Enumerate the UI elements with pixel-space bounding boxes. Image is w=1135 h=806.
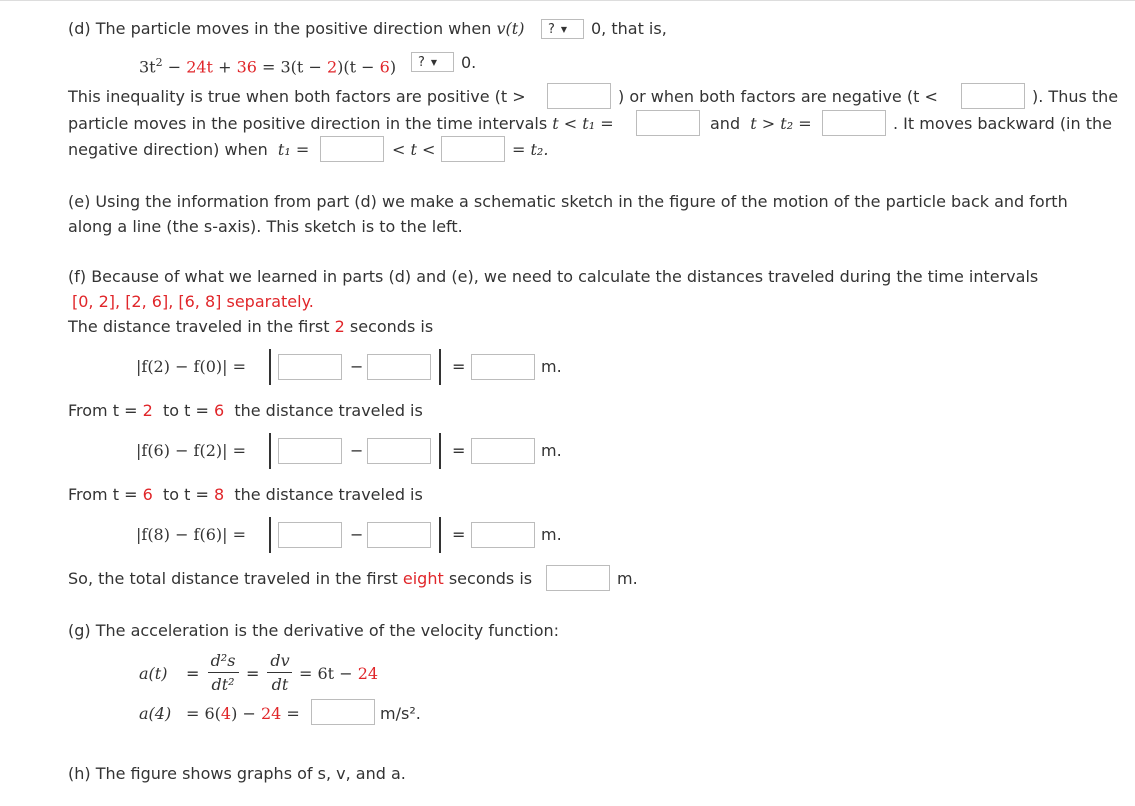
eq-term: ) bbox=[389, 57, 397, 77]
eq-red-term: 6 bbox=[379, 57, 390, 77]
v-of-t: v(t) bbox=[496, 19, 525, 38]
and-text: and bbox=[710, 114, 741, 133]
eq-term: = 3(t − bbox=[256, 57, 327, 77]
a4-rhs-b: ) − bbox=[231, 704, 256, 723]
ineq-line2 bbox=[68, 114, 614, 134]
from-n2: 8 bbox=[213, 485, 225, 504]
total-a: So, the total distance traveled in the first bbox=[68, 569, 398, 588]
t2-input[interactable] bbox=[822, 110, 886, 136]
minus-sign: − bbox=[350, 357, 364, 376]
fraction-bar bbox=[267, 672, 292, 673]
ineq-text-2: ) or when both factors are negative (t < bbox=[618, 87, 938, 106]
a4-eq: = bbox=[286, 704, 300, 723]
t2-label: t > t₂ = bbox=[750, 114, 812, 133]
unit-m: m. bbox=[541, 441, 562, 460]
eq-term: 3t bbox=[139, 57, 156, 77]
eq-red-term: 36 bbox=[236, 57, 257, 77]
velocity-equation: $3t^2 - 24t + 36 = 3(t - 2)(t - 6)$ bbox=[139, 56, 397, 77]
minus-sign: − bbox=[350, 525, 364, 544]
t1-label: t < t₁ = bbox=[552, 114, 614, 133]
chevron-down-icon: ▼ bbox=[560, 25, 568, 34]
intervals-text: [0, 2], [2, 6], [6, 8] separately. bbox=[72, 292, 314, 311]
eq-op: − bbox=[162, 57, 187, 77]
top-divider bbox=[0, 0, 1135, 1]
eq-zero: 0. bbox=[461, 53, 477, 72]
equals-sign: = bbox=[246, 664, 260, 683]
abs-bar-left bbox=[269, 433, 271, 469]
eq-red-term: 2 bbox=[326, 57, 338, 77]
a4-red2: 24 bbox=[260, 704, 282, 723]
ineq-line3 bbox=[68, 140, 309, 160]
ineq-backward: . It moves backward (in the bbox=[893, 114, 1112, 133]
first-seconds-line bbox=[68, 317, 433, 337]
ineq-text-5: negative direction) when bbox=[68, 140, 268, 159]
t-greater-input[interactable] bbox=[547, 83, 611, 109]
part-h-line1: (h) The figure shows graphs of s, v, and a. bbox=[68, 764, 406, 783]
eq-red-term: 24t bbox=[186, 57, 213, 77]
part-d-text: (d) The particle moves in the positive direction when bbox=[68, 19, 492, 38]
from-to: to t = bbox=[162, 485, 209, 504]
from-n2: 6 bbox=[213, 401, 225, 420]
inequality-select-1[interactable] bbox=[541, 19, 584, 39]
select-value: ? bbox=[418, 55, 425, 70]
ineq-and-t2 bbox=[710, 114, 812, 134]
from-n1: 6 bbox=[142, 485, 153, 504]
a4-rhs bbox=[186, 704, 300, 724]
from-6-to-8-line bbox=[68, 485, 423, 505]
f6-input[interactable] bbox=[278, 438, 342, 464]
eq-op: + bbox=[212, 57, 237, 77]
fraction-bar bbox=[208, 672, 239, 673]
acceleration-input[interactable] bbox=[311, 699, 375, 725]
f2b-input[interactable] bbox=[367, 438, 431, 464]
distance-2-6-input[interactable] bbox=[471, 438, 535, 464]
ineq-text-4: particle moves in the positive direction in the time intervals bbox=[68, 114, 548, 133]
equals-sign: = bbox=[452, 357, 466, 376]
from-to: to t = bbox=[162, 401, 209, 420]
equals-sign: = bbox=[186, 664, 200, 683]
from-n1: 2 bbox=[142, 401, 153, 420]
a-of-t: a(t) bbox=[139, 664, 168, 683]
a4-rhs-a: = 6( bbox=[186, 704, 221, 723]
a-rhs bbox=[299, 664, 378, 684]
f6b-input[interactable] bbox=[367, 522, 431, 548]
select-value: ? bbox=[548, 22, 555, 37]
a-of-4: a(4) bbox=[139, 704, 172, 723]
total-distance-line bbox=[68, 569, 532, 589]
first-a: The distance traveled in the first bbox=[68, 317, 330, 336]
chevron-down-icon: ▼ bbox=[430, 58, 438, 67]
eq-term: )(t − bbox=[337, 57, 380, 77]
eq2-label: |f(6) − f(2)| = bbox=[136, 441, 247, 460]
ineq-text-1: This inequality is true when both factors are positive (t > bbox=[68, 87, 526, 106]
backward-start-input[interactable] bbox=[320, 136, 384, 162]
from-b: the distance traveled is bbox=[234, 485, 423, 504]
from-a: From t = bbox=[68, 401, 138, 420]
f0-input[interactable] bbox=[367, 354, 431, 380]
from-b: the distance traveled is bbox=[234, 401, 423, 420]
t1-input[interactable] bbox=[636, 110, 700, 136]
equals-sign: = bbox=[452, 441, 466, 460]
abs-bar-right bbox=[439, 517, 441, 553]
total-distance-input[interactable] bbox=[546, 565, 610, 591]
eq3-label: |f(8) − f(6)| = bbox=[136, 525, 247, 544]
abs-bar-right bbox=[439, 349, 441, 385]
inequality-select-2[interactable] bbox=[411, 52, 454, 72]
f8-input[interactable] bbox=[278, 522, 342, 548]
frac-den-dt2: dt² bbox=[211, 675, 235, 694]
distance-0-2-input[interactable] bbox=[471, 354, 535, 380]
abs-bar-left bbox=[269, 517, 271, 553]
distance-6-8-input[interactable] bbox=[471, 522, 535, 548]
t1-label: t₁ = bbox=[277, 140, 310, 159]
ineq-text-3: ). Thus the bbox=[1032, 87, 1119, 106]
frac-num-d2s: d²s bbox=[210, 651, 236, 670]
a4-red1: 4 bbox=[220, 704, 232, 723]
unit-m: m. bbox=[541, 357, 562, 376]
first-b: seconds is bbox=[349, 317, 434, 336]
part-d-line1 bbox=[68, 19, 524, 39]
total-red: eight bbox=[402, 569, 444, 588]
t-less-input[interactable] bbox=[961, 83, 1025, 109]
minus-sign: − bbox=[350, 441, 364, 460]
a-rhs-red: 24 bbox=[357, 664, 379, 683]
unit-m: m. bbox=[541, 525, 562, 544]
acceleration-unit: m/s². bbox=[380, 704, 421, 723]
backward-end-input[interactable] bbox=[441, 136, 505, 162]
part-e-line2: along a line (the s-axis). This sketch is to the left. bbox=[68, 217, 463, 236]
part-d-line1-end: 0, that is, bbox=[591, 19, 667, 38]
first-red: 2 bbox=[334, 317, 345, 336]
total-unit: m. bbox=[617, 569, 638, 588]
abs-bar-left bbox=[269, 349, 271, 385]
eq1-label: |f(2) − f(0)| = bbox=[136, 357, 247, 376]
frac-den-dt: dt bbox=[271, 675, 289, 694]
a-rhs-a: = 6t − bbox=[299, 664, 353, 683]
eq-t2: = t₂. bbox=[512, 140, 549, 159]
equals-sign: = bbox=[452, 525, 466, 544]
from-2-to-6-line bbox=[68, 401, 423, 421]
from-a: From t = bbox=[68, 485, 138, 504]
lt-t-lt: < t < bbox=[392, 140, 436, 159]
frac-num-dv: dv bbox=[270, 651, 290, 670]
total-b: seconds is bbox=[448, 569, 533, 588]
part-g-line1: (g) The acceleration is the derivative of the velocity function: bbox=[68, 621, 560, 640]
part-e-line1: (e) Using the information from part (d) we make a schematic sketch in the figure of the motion of the particle back and forth bbox=[68, 192, 1068, 211]
part-f-line1: (f) Because of what we learned in parts (d) and (e), we need to calculate the distances traveled during the time intervals bbox=[68, 267, 1039, 286]
abs-bar-right bbox=[439, 433, 441, 469]
f2-input[interactable] bbox=[278, 354, 342, 380]
